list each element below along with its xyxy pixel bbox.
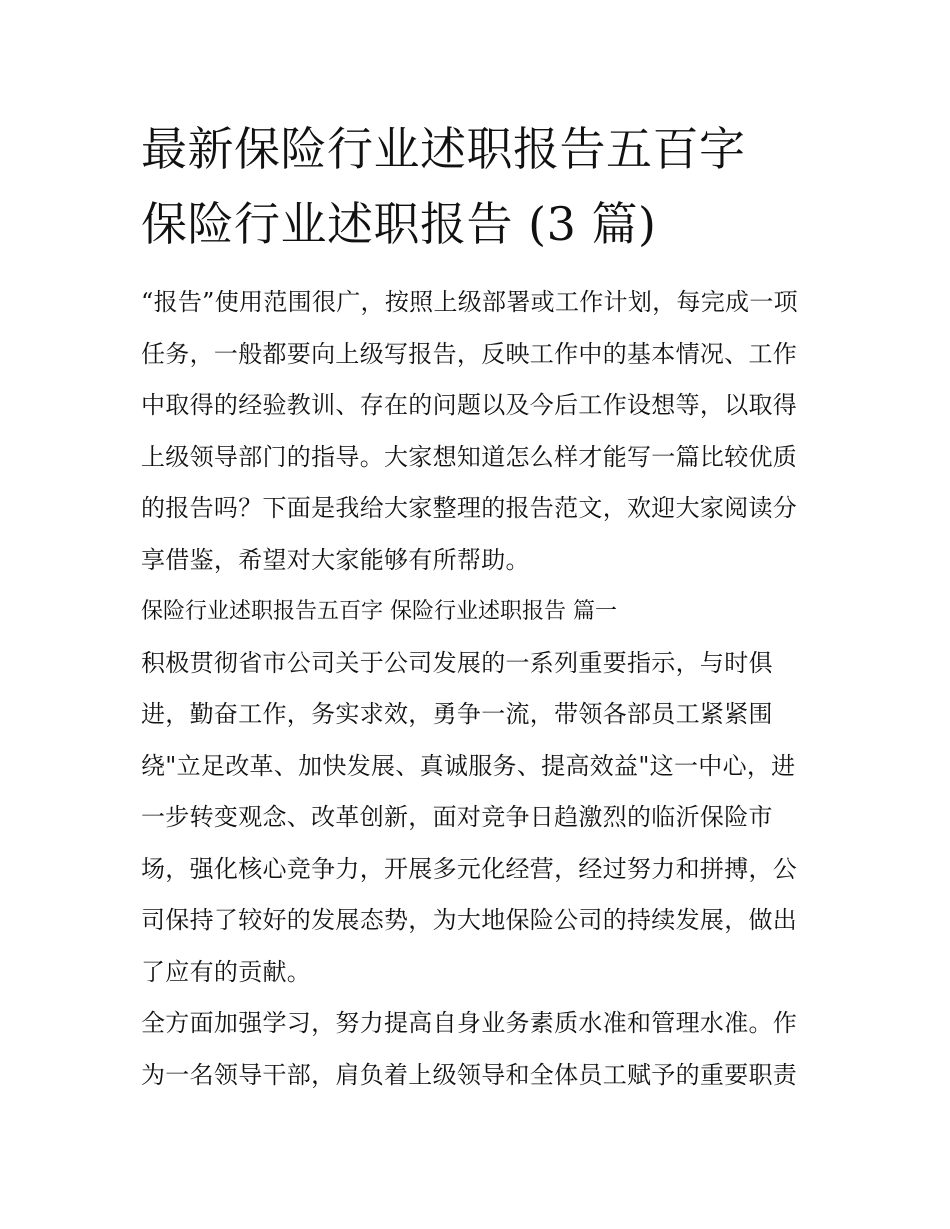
text-line: 一步转变观念、改革创新，面对竞争日趋激烈的临沂保险市 (141, 803, 773, 831)
text-line: 积极贯彻省市公司关于公司发展的一系列重要指示，与时俱 (141, 648, 773, 677)
text-line: 进，勤奋工作，务实求效，勇争一流，带领各部员工紧紧围 (141, 700, 773, 728)
body-paragraph-1 (141, 638, 817, 999)
text-line: 了应有的贡献。 (141, 957, 312, 986)
text-line: 场，强化核心竞争力，开展多元化经营，经过努力和拼搏，公 (141, 854, 798, 883)
text-line: 中取得的经验教训、存在的问题以及今后工作设想等，以取得 (141, 391, 798, 419)
intro-paragraph (141, 277, 817, 586)
title-line: 保险行业述职报告 (3 篇) (141, 197, 657, 251)
document-title (141, 112, 821, 262)
document-body (141, 277, 817, 1101)
text-line: 司保持了较好的发展态势，为大地保险公司的持续发展，做出 (141, 906, 798, 934)
text-line: 任务，一般都要向上级写报告，反映工作中的基本情况、工作 (141, 339, 798, 368)
text-line: 上级领导部门的指导。大家想知道怎么样才能写一篇比较优质 (141, 442, 798, 471)
section-heading: 保险行业述职报告五百字 保险行业述职报告 篇一 (141, 599, 617, 624)
text-line: 的报告吗？下面是我给大家整理的报告范文，欢迎大家阅读分 (141, 494, 798, 522)
text-line: 绕"立足改革、加快发展、真诚服务、提高效益"这一中心，进 (141, 751, 796, 780)
text-line: 全方面加强学习，努力提高自身业务素质水准和管理水准。作 (141, 1009, 798, 1037)
text-line: 为一名领导干部，肩负着上级领导和全体员工赋予的重要职责 (141, 1060, 798, 1089)
title-line: 最新保险行业述职报告五百字 (141, 122, 746, 176)
body-paragraph-2 (141, 998, 817, 1101)
text-line: “报告”使用范围很广，按照上级部署或工作计划，每完成一项 (141, 288, 798, 316)
text-line: 享借鉴，希望对大家能够有所帮助。 (141, 545, 530, 574)
